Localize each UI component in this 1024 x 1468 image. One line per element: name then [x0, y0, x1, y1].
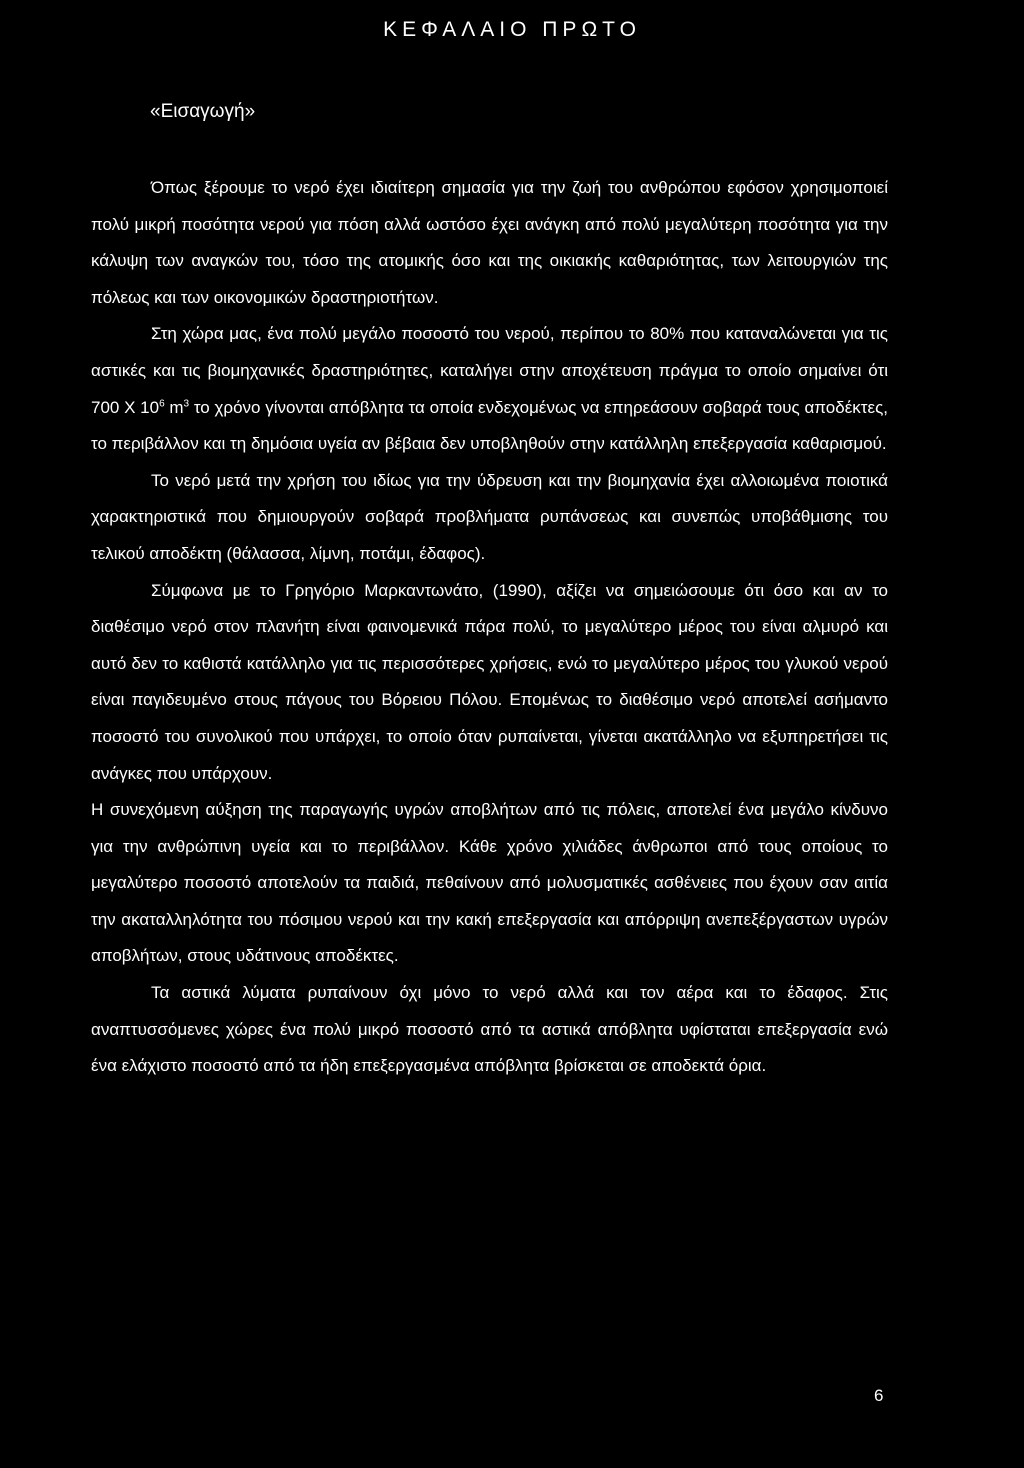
- exponent-3: 3: [183, 397, 190, 409]
- paragraph-6: Τα αστικά λύματα ρυπαίνουν όχι μόνο το νερό αλλά και τον αέρα και το έδαφος. Στις αναπτυσσόμενες χώρες ένα πολύ μικρό ποσοστό από τα αστικά απόβλητα υφίσταται επεξεργασία ενώ ένα ελάχιστο ποσοστό από τα ήδη επεξεργασμένα απόβλητα βρίσκεται σε αποδεκτά όρια.: [91, 983, 888, 1076]
- unit-m: m: [164, 397, 184, 417]
- section-title: «Εισαγωγή»: [150, 101, 256, 122]
- paragraph-2-head: Στη χώρα μας, ένα πολύ μεγάλο ποσοστό του νερού, περίπου το 80% που καταναλώνεται για τις αστικές και τις βιομηχανικές δραστηριότητες, καταλήγει στην αποχέτευση πράγμα το οποίο σημαίνει ότι 700 X 10: [91, 324, 888, 417]
- paragraph-5: Η συνεχόμενη αύξηση της παραγωγής υγρών αποβλήτων από τις πόλεις, αποτελεί ένα μεγάλο κίνδυνο για την ανθρώπινη υγεία και το περιβάλλον. Κάθε χρόνο χιλιάδες άνθρωποι από τους οποίους το μεγαλύτερο ποσοστό αποτελούν τα παιδιά, πεθαίνουν από μολυσματικές ασθένειες που έχουν σαν αιτία την ακαταλληλότητα του πόσιμου νερού και την κακή επεξεργασία και απόρριψη ανεπεξέργαστων υγρών αποβλήτων, στους υδάτινους αποδέκτες.: [91, 800, 888, 966]
- exponent-6: 6: [159, 397, 165, 409]
- paragraph-1: Όπως ξέρουμε το νερό έχει ιδιαίτερη σημασία για την ζωή του ανθρώπου εφόσον χρησιμοποιεί πολύ μικρή ποσότητα νερού για πόση αλλά ωστόσο έχει ανάγκη από πολύ μεγαλύτερη ποσότητα για την κάλυψη των αναγκών του, τόσο της ατομικής όσο και της οικιακής καθαριότητας, των λειτουργιών της πόλεως και των οικονομικών δραστηριοτήτων.: [91, 178, 888, 307]
- paragraph-4: Σύμφωνα με το Γρηγόριο Μαρκαντωνάτο, (1990), αξίζει να σημειώσουμε ότι όσο και αν το διαθέσιμο νερό στον πλανήτη είναι φαινομενικά πάρα πολύ, το μεγαλύτερο μέρος του είναι αλμυρό και αυτό δεν το καθιστά κατάλληλο για τις περισσότερες χρήσεις, ενώ το μεγαλύτερο μέρος του γλυκού νερού είναι παγιδευμένο στους πάγους του Βόρειου Πόλου. Επομένως το διαθέσιμο νερό αποτελεί ασήμαντο ποσοστό του συνολικού που υπάρχει, το οποίο όταν ρυπαίνεται, γίνεται ακατάλληλο να εξυπηρετήσει τις ανάγκες που υπάρχουν.: [91, 580, 888, 783]
- body-text: [91, 170, 888, 1085]
- paragraph-2-tail: το χρόνο γίνονται απόβλητα τα οποία ενδεχομένως να επηρεάσουν σοβαρά τους αποδέκτες, το περιβάλλον και τη δημόσια υγεία αν βέβαια δεν υποβληθούν στην κατάλληλη επεξεργασία καθαρισμού.: [91, 397, 888, 454]
- chapter-heading: ΚΕΦΑΛΑΙΟ ΠΡΩΤΟ: [383, 18, 641, 41]
- page-number: 6: [874, 1386, 884, 1405]
- paragraph-3: Το νερό μετά την χρήση του ιδίως για την ύδρευση και την βιομηχανία έχει αλλοιωμένα ποιοτικά χαρακτηριστικά που δημιουργούν σοβαρά προβλήματα ρυπάνσεως και συνεπώς υποβάθμισης του τελικού αποδέκτη (θάλασσα, λίμνη, ποτάμι, έδαφος).: [91, 470, 888, 563]
- paragraph-2: [91, 316, 888, 462]
